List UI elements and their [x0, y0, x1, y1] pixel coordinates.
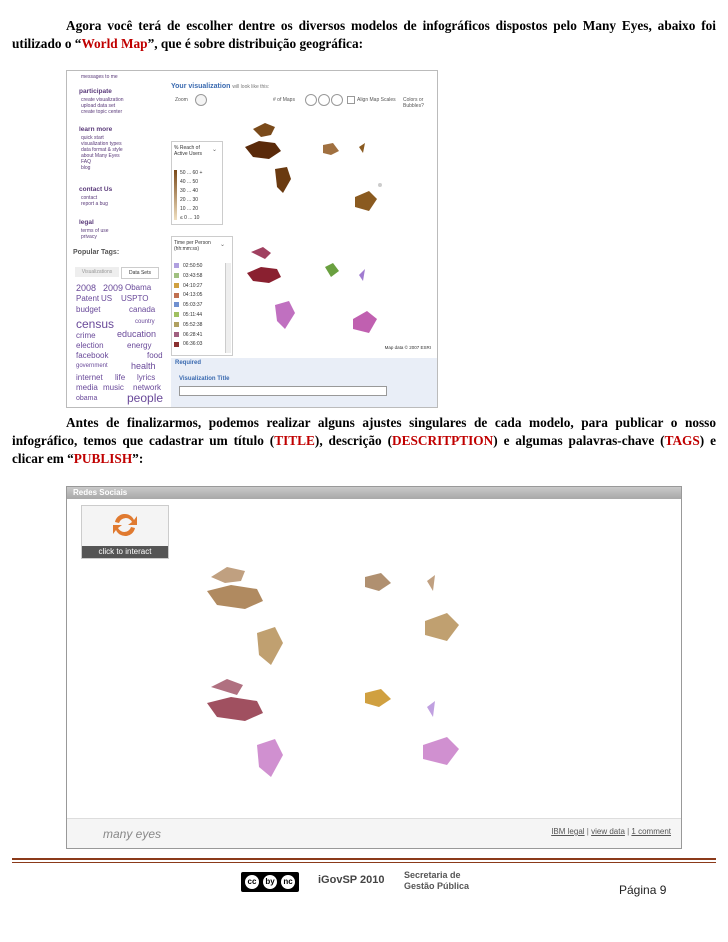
map-count-2-button[interactable]	[318, 94, 330, 106]
secretaria-logo	[404, 870, 469, 892]
participate-link-2[interactable]: create topic center	[81, 109, 123, 115]
tag-network[interactable]: network	[133, 383, 162, 392]
paragraph-text: ) e algumas palavras-chave (	[493, 433, 665, 448]
tag-media[interactable]: media	[76, 383, 98, 392]
required-section	[171, 358, 437, 407]
footer-links: IBM legal | view data | 1 comment	[551, 827, 671, 836]
tags-keyword: TAGS	[664, 433, 700, 448]
reach-item-5: ≤ 0 ... 10	[180, 215, 200, 221]
legend-swatch	[174, 332, 179, 337]
paragraph-text: ”, que é sobre distribuição geográfica:	[147, 36, 364, 51]
legend-swatch	[174, 263, 179, 268]
country-brazil	[257, 627, 283, 665]
time-item-7	[174, 332, 202, 338]
footer-rule-thin	[12, 862, 716, 863]
country-australia	[355, 191, 377, 211]
legal-link-0[interactable]: terms of use	[81, 228, 109, 234]
tag-education[interactable]: education	[117, 329, 157, 339]
country-australia	[353, 311, 377, 333]
tag-internet[interactable]: internet	[76, 373, 103, 382]
legend-swatch	[174, 342, 179, 347]
reach-item-3: 20 ... 30	[180, 197, 199, 203]
zoom-icon[interactable]	[195, 94, 207, 106]
tag-government[interactable]: government	[76, 363, 108, 369]
tag-crime[interactable]: crime	[76, 331, 96, 340]
world-maps	[235, 107, 435, 349]
title-keyword: TITLE	[274, 433, 315, 448]
map-toolbar	[171, 93, 433, 107]
tag-health[interactable]: health	[131, 361, 156, 371]
legend-swatch	[174, 302, 179, 307]
country-europe	[325, 263, 339, 277]
visualization-title: Redes Sociais	[73, 488, 128, 497]
country-australia	[425, 613, 459, 641]
many-eyes-logo: many eyes	[103, 827, 162, 841]
tag-life[interactable]: life	[115, 373, 126, 382]
country-brazil	[275, 301, 295, 329]
country-japan	[427, 701, 435, 717]
visualization-title-label: Visualization Title	[179, 376, 230, 382]
visualization-title-input[interactable]	[179, 386, 387, 396]
country-usa	[247, 267, 281, 283]
learn-heading: learn more	[79, 126, 113, 133]
page-number: Página 9	[619, 883, 667, 897]
tag-census[interactable]: census	[76, 317, 115, 331]
tag-energy[interactable]: energy	[127, 341, 152, 350]
learn-link-2[interactable]: data format & style	[81, 147, 123, 153]
participate-heading: participate	[79, 88, 112, 95]
paragraph-text: ”:	[132, 451, 144, 466]
time-item-1	[174, 273, 202, 279]
country-japan	[359, 269, 365, 281]
click-to-interact-label: click to interact	[82, 546, 168, 558]
country-europe	[365, 689, 391, 707]
visualization-titlebar	[67, 487, 681, 499]
legend-scrollbar[interactable]	[225, 263, 231, 353]
tag-music[interactable]: music	[103, 383, 124, 392]
messages-link[interactable]: messages to me	[81, 74, 118, 80]
footer-rule	[12, 858, 716, 860]
learn-link-4[interactable]: FAQ	[81, 159, 92, 165]
igovsp-logo: iGovSP 2010	[318, 874, 385, 886]
many-eyes-footer	[67, 818, 681, 849]
colors-bubbles-label: Colors or Bubbles?	[403, 97, 424, 109]
contact-link-1[interactable]: report a bug	[81, 201, 108, 207]
legend-swatch	[174, 312, 179, 317]
tag-lyrics[interactable]: lyrics	[137, 373, 156, 382]
tab-visualizations[interactable]: Visualizations	[75, 267, 119, 277]
learn-link-3[interactable]: about Many Eyes	[81, 153, 120, 159]
time-item-3	[174, 292, 202, 298]
reach-legend-title: % Reach of Active Users	[174, 145, 203, 157]
country-canada	[211, 567, 245, 583]
paragraph-intro	[12, 17, 716, 53]
time-legend	[171, 236, 233, 356]
your-visualization-title	[171, 83, 269, 90]
time-item-label: 05:11:44	[183, 312, 203, 318]
tag-budget[interactable]: budget	[76, 305, 101, 314]
tag-election[interactable]: election	[76, 341, 104, 350]
paragraph-publish	[12, 414, 716, 468]
time-item-6	[174, 322, 202, 328]
secretaria-line-2: Gestão Pública	[404, 881, 470, 891]
tag-patent[interactable]: Patent	[76, 294, 100, 303]
description-keyword: DESCRITPTION	[392, 433, 494, 448]
time-item-label: 04:13:05	[183, 292, 203, 299]
ibm-legal-link[interactable]: IBM legal	[551, 827, 585, 836]
legal-link-1[interactable]: privacy	[81, 234, 97, 240]
time-item-label: 06:28:41	[183, 331, 203, 338]
paragraph-text: Antes de finalizarmos, podemos realizar alguns ajustes singulares de cada modelo, para publicar o nosso infográfico, temos que cadastrar um título (	[12, 415, 716, 448]
map-top	[245, 123, 382, 211]
learn-link-5[interactable]: blog	[81, 165, 91, 171]
tag-cloud	[73, 267, 165, 407]
country-usa	[245, 141, 281, 159]
world-map-highlight: World Map	[81, 36, 148, 51]
reach-gradient	[174, 170, 177, 220]
country-usa	[207, 697, 263, 721]
time-item-label: 02:50:50	[183, 263, 203, 269]
paragraph-text: Agora você terá de escolher dentre os diversos modelos de infográficos dispostos pelo Many Eyes, abaixo foi utilizado o “	[12, 18, 716, 51]
country-usa	[207, 585, 263, 609]
country-canada	[253, 123, 275, 137]
legend-swatch	[174, 322, 179, 327]
reach-item-2: 30 ... 40	[180, 188, 199, 194]
reach-item-4: 10 ... 20	[180, 206, 199, 212]
legend-swatch	[174, 283, 179, 288]
paragraph-text: ) e clicar em “	[12, 433, 717, 466]
participate-link-1[interactable]: upload data set	[81, 103, 116, 109]
reach-legend	[171, 141, 223, 225]
tag-country[interactable]: country	[135, 319, 155, 325]
tag-facebook[interactable]: facebook	[76, 351, 109, 360]
attribution-icon: by	[262, 874, 278, 890]
participate-link-0[interactable]: create visualization	[81, 97, 124, 103]
comment-link[interactable]: 1 comment	[631, 827, 671, 836]
time-item-label: 03:43:58	[183, 272, 203, 279]
time-legend-title: Time per Person (hh:mm:ss)	[174, 240, 211, 252]
map-bottom	[207, 679, 459, 777]
tag-obama[interactable]: Obama	[125, 283, 152, 292]
required-label: Required	[175, 360, 202, 366]
time-item-2	[174, 283, 202, 289]
map-count-3-button[interactable]	[331, 94, 343, 106]
zoom-label: Zoom	[175, 97, 188, 103]
sidebar	[67, 71, 167, 407]
cc-icon: cc	[244, 874, 260, 890]
align-scales-label: Align Map Scales	[357, 97, 396, 103]
world-maps	[197, 547, 577, 817]
tab-data-sets[interactable]: Data Sets	[121, 267, 159, 279]
tag-2008[interactable]: 2008	[76, 283, 97, 293]
view-data-link[interactable]: view data	[591, 827, 625, 836]
your-vis-sub: will look like this:	[232, 84, 270, 90]
tag-obama[interactable]: obama	[76, 395, 98, 402]
country-canada	[251, 247, 271, 259]
refresh-arrows-icon	[110, 510, 140, 540]
tag-2009[interactable]: 2009	[103, 283, 124, 293]
tag-food[interactable]: food	[147, 351, 163, 360]
country-canada	[211, 679, 243, 695]
noncommercial-icon: nc	[280, 874, 296, 890]
time-item-5	[174, 312, 202, 318]
align-scales-checkbox[interactable]	[347, 96, 355, 104]
map-data-credit: Map data © 2007 ESRI	[384, 345, 431, 350]
contact-link-0[interactable]: contact	[81, 195, 98, 201]
time-item-0	[174, 263, 202, 269]
time-item-4	[174, 302, 202, 308]
map-bottom	[247, 247, 377, 333]
chevron-down-icon[interactable]: ⌄	[212, 147, 218, 153]
contact-heading: contact Us	[79, 186, 113, 193]
country-australia	[423, 737, 459, 765]
tag-people[interactable]: people	[127, 391, 164, 405]
click-to-interact-button[interactable]	[81, 505, 169, 559]
many-eyes-screenshot-1	[66, 70, 438, 408]
time-item-label: 06:36:03	[183, 341, 203, 348]
country-japan	[359, 143, 365, 153]
map-count-1-button[interactable]	[305, 94, 317, 106]
legal-heading: legal	[79, 219, 94, 226]
creative-commons-badge	[241, 872, 299, 892]
reach-item-1: 40 ... 50	[180, 179, 199, 185]
time-item-label: 04:10:27	[183, 282, 203, 289]
country-brazil	[257, 739, 283, 777]
many-eyes-screenshot-2	[66, 486, 682, 849]
publish-keyword: PUBLISH	[73, 451, 133, 466]
map-top	[207, 567, 459, 665]
time-item-label: 05:03:37	[183, 302, 203, 309]
country-japan	[427, 575, 435, 591]
chevron-down-icon[interactable]: ⌄	[220, 242, 226, 248]
country-europe	[323, 143, 339, 155]
secretaria-line-1: Secretaria de	[404, 870, 461, 880]
paragraph-text: ), descrição (	[314, 433, 393, 448]
legend-swatch	[174, 293, 179, 298]
your-vis-label: Your visualization	[171, 83, 231, 90]
tag-us[interactable]: US	[101, 294, 113, 303]
time-item-8	[174, 341, 202, 347]
tag-canada[interactable]: canada	[129, 305, 156, 314]
tag-uspto[interactable]: USPTO	[121, 294, 149, 303]
maps-label: # of Maps	[273, 97, 295, 103]
legend-swatch	[174, 273, 179, 278]
reach-item-0: 50 ... 60 +	[180, 170, 203, 176]
learn-link-0[interactable]: quick start	[81, 135, 104, 141]
time-item-label: 05:52:38	[183, 321, 203, 328]
learn-link-1[interactable]: visualization types	[81, 141, 122, 147]
country-europe	[365, 573, 391, 591]
popular-tags-heading: Popular Tags:	[73, 249, 120, 256]
country-brazil	[275, 167, 291, 193]
